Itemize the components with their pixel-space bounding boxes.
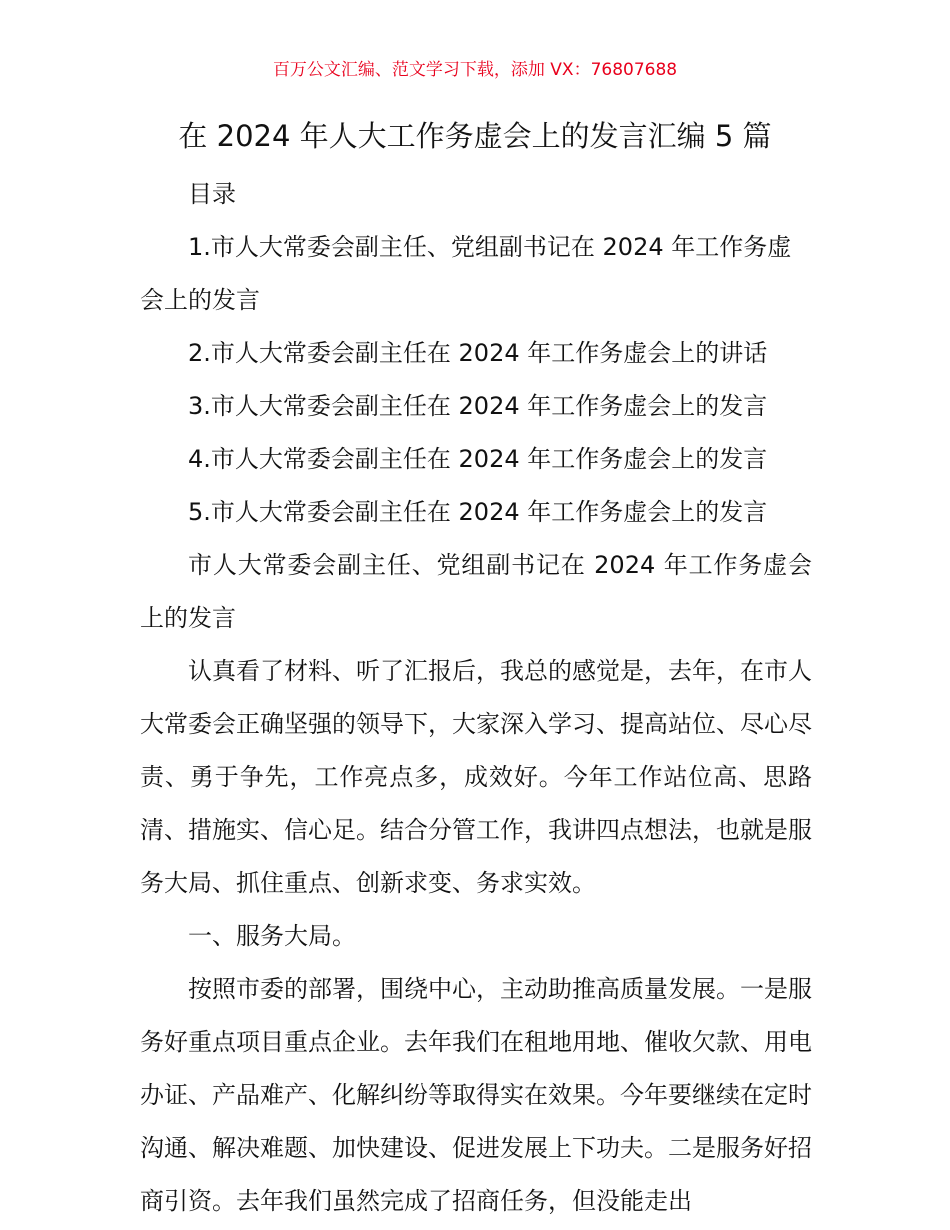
document-title: 在 2024 年人大工作务虚会上的发言汇编 5 篇 bbox=[178, 119, 772, 153]
toc-item-1: 1.市人大常委会副主任、党组副书记在 2024 年工作务虚会上的发言 bbox=[140, 233, 792, 314]
paragraph-intro: 认真看了材料、听了汇报后，我总的感觉是，去年，在市人大常委会正确坚强的领导下，大家深入学习、提高站位、尽心尽责、勇于争先，工作亮点多，成效好。今年工作站位高、思路清、措施实、信心足。结合分管工作，我讲四点想法，也就是服务大局、抓住重点、创新求变、务求实效。 bbox=[140, 657, 812, 897]
paragraph-heading-1: 一、服务大局。 bbox=[188, 922, 356, 950]
watermark-header: 百万公文汇编、范文学习下载，添加 VX：76807688 bbox=[272, 60, 678, 80]
section-title: 市人大常委会副主任、党组副书记在 2024 年工作务虚会上的发言 bbox=[140, 551, 812, 632]
paragraph-body-1: 按照市委的部署，围绕中心，主动助推高质量发展。一是服务好重点项目重点企业。去年我们在租地用地、催收欠款、用电办证、产品难产、化解纠纷等取得实在效果。今年要继续在定时沟通、解决难题、加快建设、促进发展上下功夫。二是服务好招商引资。去年我们虽然完成了招商任务，但没能走出 bbox=[140, 975, 812, 1215]
toc-item-3: 3.市人大常委会副主任在 2024 年工作务虚会上的发言 bbox=[188, 392, 768, 420]
toc-item-2: 2.市人大常委会副主任在 2024 年工作务虚会上的讲话 bbox=[188, 339, 768, 367]
toc-item-5: 5.市人大常委会副主任在 2024 年工作务虚会上的发言 bbox=[188, 498, 768, 526]
document-body bbox=[140, 168, 812, 1228]
toc-item-4: 4.市人大常委会副主任在 2024 年工作务虚会上的发言 bbox=[188, 445, 768, 473]
toc-heading: 目录 bbox=[188, 180, 236, 208]
